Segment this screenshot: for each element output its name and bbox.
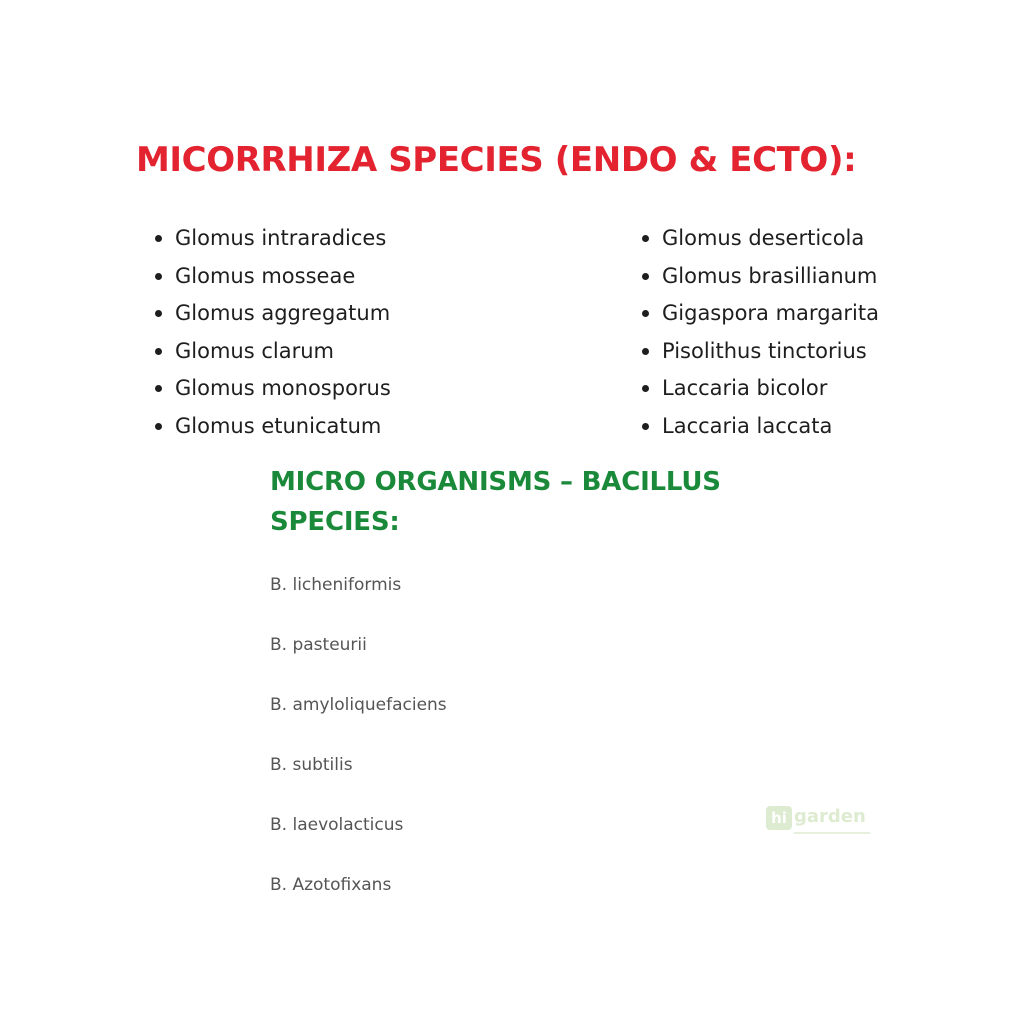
mycorrhiza-list-left: [153, 220, 391, 445]
mycorrhiza-list-right: [640, 220, 879, 445]
species-name: Glomus clarum: [175, 338, 334, 363]
bullet-icon: [155, 235, 162, 242]
bullet-icon: [642, 273, 649, 280]
bullet-icon: [642, 348, 649, 355]
watermark-badge: hi: [766, 806, 792, 830]
higarden-watermark-logo: [766, 802, 876, 842]
list-item: [640, 220, 879, 258]
list-item: B. amyloliquefaciens: [270, 695, 447, 715]
bacillus-title: MICRO ORGANISMS – BACILLUS SPECIES:: [270, 467, 721, 537]
species-name: Glomus deserticola: [662, 226, 865, 250]
list-item: B. pasteurii: [270, 635, 367, 655]
species-name: Laccaria bicolor: [662, 376, 828, 400]
list-item: B. licheniformis: [270, 575, 402, 595]
bullet-icon: [155, 310, 162, 317]
watermark-divider: [794, 832, 870, 834]
species-name: Glomus intraradices: [175, 226, 387, 250]
bullet-icon: [642, 310, 649, 317]
list-item: [153, 408, 391, 446]
list-item: [153, 295, 391, 333]
bacillus-list: [270, 570, 447, 930]
mycorrhiza-title: MICORRHIZA SPECIES (ENDO & ECTO):: [136, 140, 857, 180]
list-item: [640, 333, 879, 371]
species-name: Laccaria laccata: [662, 413, 833, 438]
bullet-icon: [642, 385, 649, 392]
watermark-text: garden: [794, 806, 866, 827]
list-item: [153, 333, 391, 371]
list-item: [640, 258, 879, 296]
bullet-icon: [155, 273, 162, 280]
list-item: [640, 408, 879, 446]
species-name: Glomus monosporus: [175, 376, 391, 400]
bullet-icon: [155, 385, 162, 392]
bullet-icon: [642, 423, 649, 430]
species-name: Pisolithus tinctorius: [662, 338, 867, 363]
species-name: Glomus etunicatum: [175, 413, 382, 438]
list-item: [153, 370, 391, 408]
list-item: [640, 295, 879, 333]
list-item: [153, 258, 391, 296]
species-name: Glomus brasillianum: [662, 263, 878, 288]
species-name: Gigaspora margarita: [662, 301, 879, 325]
list-item: [640, 370, 879, 408]
bullet-icon: [155, 348, 162, 355]
list-item: [153, 220, 391, 258]
species-name: Glomus aggregatum: [175, 301, 391, 325]
list-item: B. Azotofixans: [270, 875, 392, 895]
bullet-icon: [155, 423, 162, 430]
list-item: B. subtilis: [270, 755, 353, 775]
list-item: B. laevolacticus: [270, 815, 404, 835]
species-name: Glomus mosseae: [175, 263, 356, 288]
bullet-icon: [642, 235, 649, 242]
